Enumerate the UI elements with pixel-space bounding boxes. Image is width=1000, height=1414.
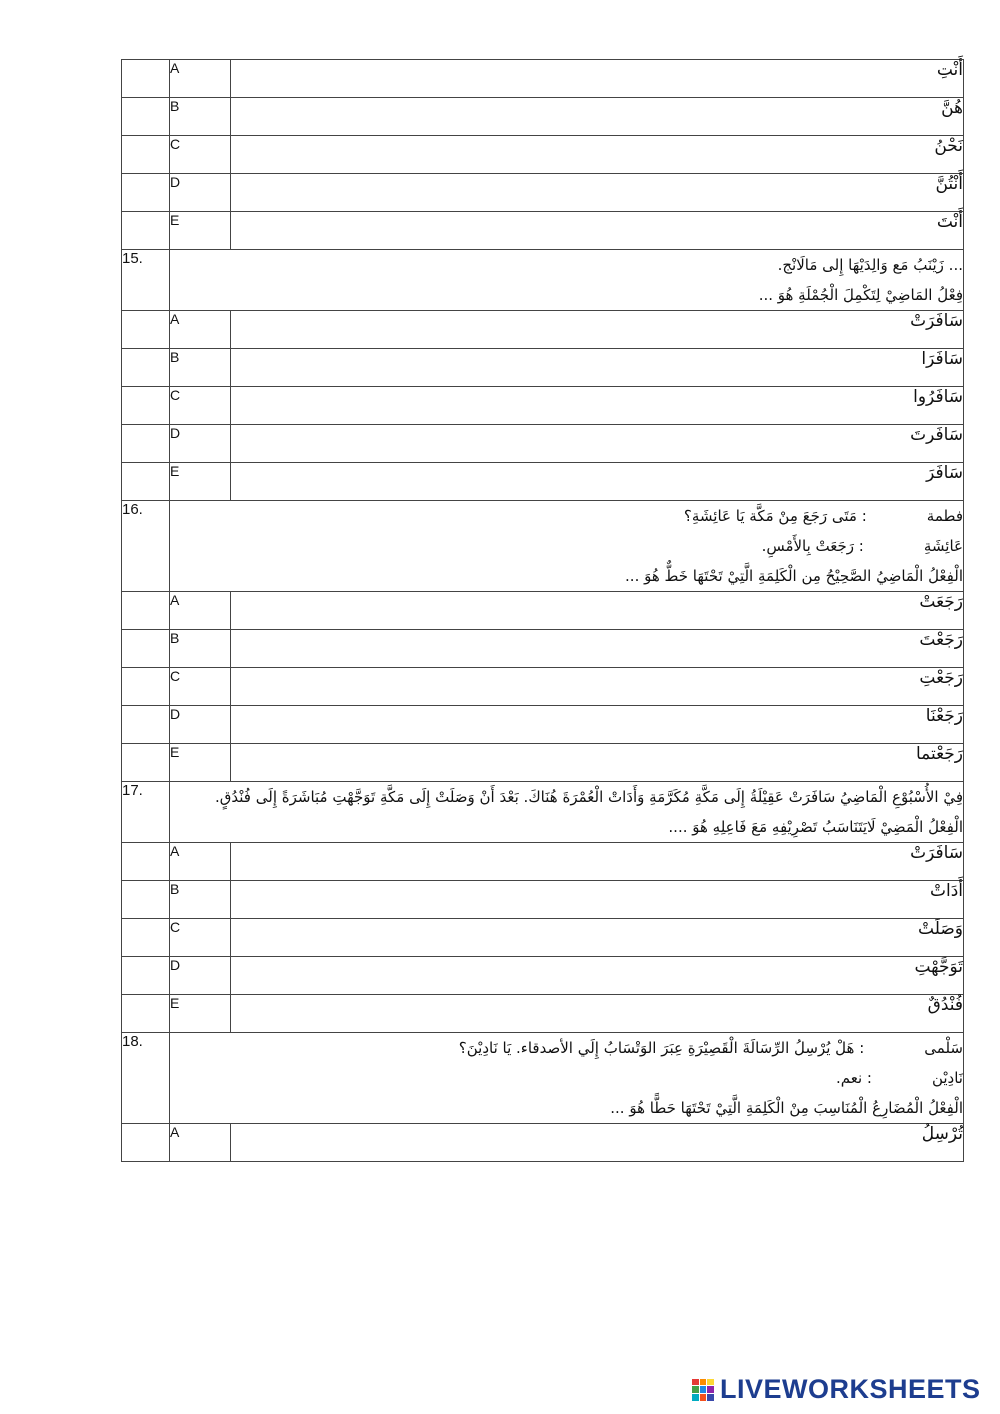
option-row[interactable] [122,630,964,668]
option-answer: سَافَرَتْ [231,311,964,349]
brand-text: LIVEWORKSHEETS [720,1374,981,1404]
option-row[interactable] [122,957,964,995]
option-row[interactable] [122,706,964,744]
question-number: 17. [122,782,170,843]
option-row[interactable] [122,212,964,250]
option-answer: رَجَعْتَ [231,630,964,668]
logo-square [692,1394,699,1401]
question-row-16 [122,501,964,592]
logo-square [707,1386,714,1393]
option-letter: D [170,706,231,744]
option-answer: أَدَاتْ [231,881,964,919]
option-answer: رَجَعْتما [231,744,964,782]
option-letter: A [170,843,231,881]
option-letter: C [170,387,231,425]
option-answer: سَافَرتَ [231,425,964,463]
option-answer: أَنْتِ [231,60,964,98]
question-text: فطمة: مَتَى رَجَعَ مِنْ مَكَّة يَا عَائِشَةِ؟ عَائِشَةِ: رَجَعَتْ بِالأَمْسِ. الْفِعْلُ الْمَاضِيُ الصَّحِيْحُ مِن الْكَلِمَةِ الَّتِيْ تَحْتَهَا خَطٌّ هُوَ ... [170,501,964,592]
option-letter: A [170,1124,231,1162]
option-letter: C [170,668,231,706]
option-letter: A [170,592,231,630]
option-letter: E [170,463,231,501]
option-letter: E [170,212,231,250]
option-row[interactable] [122,592,964,630]
question-text: سَلْمى: هَلْ يُرْسِلُ الرِّسَالَةَ الْقَصِيْرَةِ عِبَرَ الوَتْسَابُ إِلَي الأصدقاء. يَا نَادِيْنَ؟ نَادِيْن: نعم. الْفِعْلُ الْمُضَارِعُ الْمُنَاسِبَ مِنْ الْكَلِمَةِ الَّتِيْ تَحْتَهَا حَطًّا هُوَ ... [170,1033,964,1124]
option-answer: رَجَعَتْ [231,592,964,630]
question-text: ... زَيْنَبُ مَع وَالِدَيْهَا إِلى مَالَانْج. فِعْلُ المَاضِيْ لِتَكْمِلَ الْجُمْلَةِ هُوَ ... [170,250,964,311]
logo-square [700,1379,707,1386]
speaker-name: عَائِشَةِ [923,537,963,555]
option-row[interactable] [122,425,964,463]
option-row[interactable] [122,387,964,425]
number-cell [122,174,170,212]
option-letter: D [170,425,231,463]
number-cell [122,212,170,250]
speaker-line: : هَلْ يُرْسِلُ الرِّسَالَةَ الْقَصِيْرَةِ عِبَرَ الوَتْسَابُ إِلَي الأصدقاء. يَا نَادِيْنَ؟ [458,1039,865,1057]
option-letter: E [170,744,231,782]
option-row[interactable] [122,1124,964,1162]
option-letter: D [170,174,231,212]
option-letter: B [170,630,231,668]
question-row-17 [122,782,964,843]
option-answer: سَافَرَا [231,349,964,387]
question-number: 18. [122,1033,170,1124]
option-answer: رَجَعْتِ [231,668,964,706]
option-answer: هُنَّ [231,98,964,136]
option-answer: نَحْنُ [231,136,964,174]
option-row[interactable] [122,174,964,212]
logo-square [707,1394,714,1401]
option-letter: B [170,98,231,136]
logo-square [707,1379,714,1386]
option-row[interactable] [122,881,964,919]
logo-square [692,1379,699,1386]
question-number: 15. [122,250,170,311]
logo-square [692,1386,699,1393]
option-answer: سَافَرُوا [231,387,964,425]
option-row[interactable] [122,744,964,782]
option-answer: فُنْدُقٌ [231,995,964,1033]
option-letter: E [170,995,231,1033]
liveworksheets-logo-icon [692,1379,714,1401]
speaker-line: : نعم. [835,1069,872,1087]
option-letter: B [170,881,231,919]
option-answer: أَنْتُنَّ [231,174,964,212]
option-row[interactable] [122,995,964,1033]
question-text: فِيْ الأُسْبُوْعِ الْمَاضِيُ سَافَرَتْ عَقِيْلَةُ إِلَى مَكَّةِ مُكَرَّمَةِ وَأَدَاتْ الْعُمْرَةَ هُنَاكَ. بَعْدَ أَنْ وَصَلَتْ إِلَى مَكَّةِ تَوَجَّهْتِ مُبَاشَرَةً إِلَى فُنْدُقٍ. الْفِعْلُ الْمَضِيْ لَايَتَنَاسَبُ تَصْرِيْفِهِ مَعَ فَاعِلِهِ هُوَ .... [170,782,964,843]
option-answer: سَافَرَتْ [231,843,964,881]
option-answer: أَنْتَ [231,212,964,250]
option-row[interactable] [122,60,964,98]
number-cell [122,136,170,174]
option-row[interactable] [122,843,964,881]
speaker-line: : مَتَى رَجَعَ مِنْ مَكَّة يَا عَائِشَةِ؟ [683,507,867,525]
worksheet-table [121,59,964,1162]
speaker-name: سَلْمى [924,1039,963,1057]
option-answer: وَصَلَتْ [231,919,964,957]
number-cell [122,98,170,136]
option-row[interactable] [122,98,964,136]
speaker-line: : رَجَعَتْ بِالأَمْسِ. [761,537,864,555]
option-row[interactable] [122,463,964,501]
liveworksheets-brand[interactable] [692,1374,981,1405]
option-letter: D [170,957,231,995]
option-row[interactable] [122,919,964,957]
number-cell [122,60,170,98]
speaker-name: فطمة [926,507,963,525]
question-row-15 [122,250,964,311]
logo-square [700,1394,707,1401]
option-letter: A [170,60,231,98]
option-letter: A [170,311,231,349]
option-row[interactable] [122,311,964,349]
option-letter: C [170,136,231,174]
question-row-18 [122,1033,964,1124]
option-row[interactable] [122,668,964,706]
option-answer: تُرْسِلُ [231,1124,964,1162]
option-letter: C [170,919,231,957]
option-answer: تَوَجَّهْتِ [231,957,964,995]
option-row[interactable] [122,349,964,387]
speaker-name: نَادِيْن [931,1069,963,1087]
option-answer: رَجَعْنَا [231,706,964,744]
option-row[interactable] [122,136,964,174]
question-number: 16. [122,501,170,592]
option-letter: B [170,349,231,387]
option-answer: سَافَرَ [231,463,964,501]
logo-square [700,1386,707,1393]
